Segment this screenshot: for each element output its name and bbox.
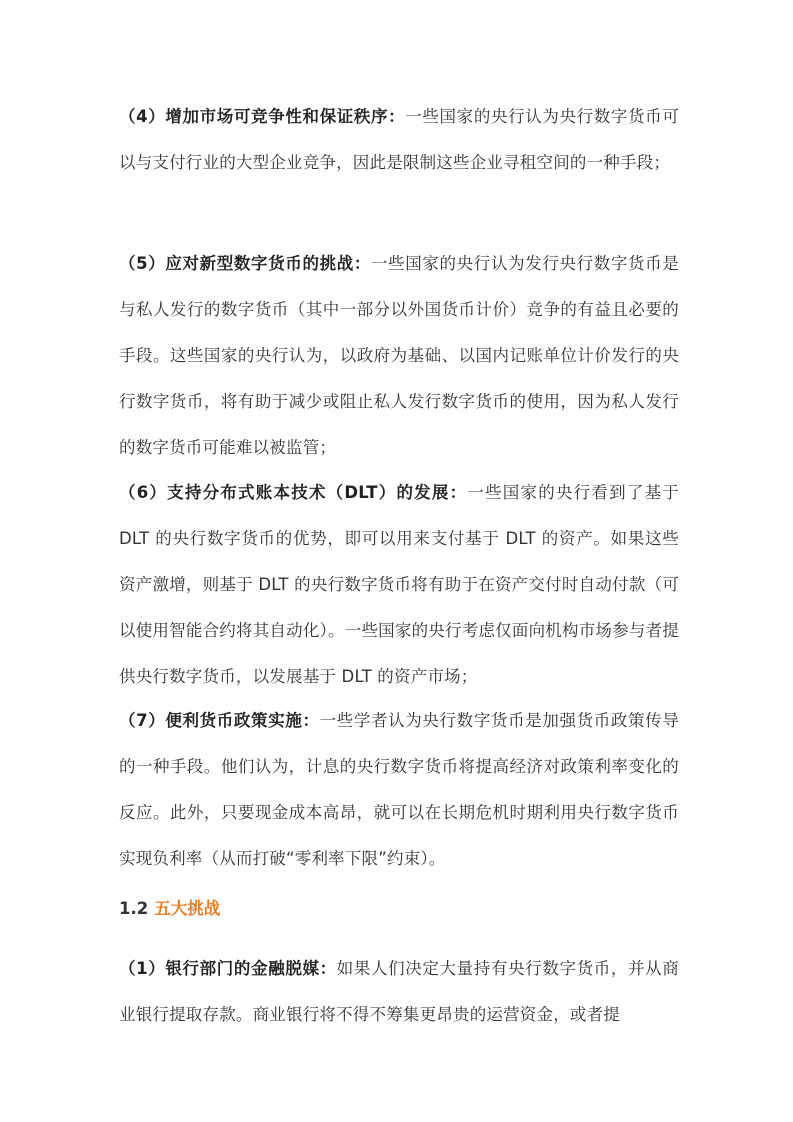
paragraph-lead: （4）增加市场可竞争性和保证秩序：: [119, 107, 406, 126]
section-title: 五大挑战: [154, 899, 221, 918]
paragraph-body: 一些国家的央行看到了基于 DLT 的央行数字货币的优势，即可以用来支付基于 DLT 的资产。如果这些资产激增，则基于 DLT 的央行数字货币将有助于在资产交付时自动付款（可以使用智能合约将其自动化）。一些国家的央行考虑仅面向机构市场参与者提供央行数字货币，以发展基于 DLT 的资产市场；: [119, 483, 679, 686]
section-number: 1.2: [119, 899, 149, 918]
paragraph-lead: （7）便利货币政策实施：: [119, 711, 320, 730]
paragraph-lead: （1）银行部门的金融脱媒：: [119, 959, 337, 978]
paragraph-body: 一些国家的央行认为央行数字货币可以与支付行业的大型企业竞争，因此是限制这些企业寻租空间的一种手段；: [119, 107, 679, 172]
paragraph-lead: （6）支持分布式账本技术（DLT）的发展：: [119, 483, 468, 502]
paragraph-new-digital-currency: [119, 241, 679, 471]
paragraph-body: 一些国家的央行认为发行央行数字货币是与私人发行的数字货币（其中一部分以外国货币计价）竞争的有益且必要的手段。这些国家的央行认为，以政府为基础、以国内记账单位计价发行的央行数字货币，将有助于减少或阻止私人发行数字货币的使用，因为私人发行的数字货币可能难以被监管；: [119, 254, 679, 457]
paragraph-disintermediation: [119, 946, 679, 1038]
paragraph-lead: （5）应对新型数字货币的挑战：: [119, 254, 371, 273]
paragraph-dlt-support: [119, 470, 679, 700]
paragraph-market-competition: [119, 94, 679, 186]
paragraph-body: 一些学者认为央行数字货币是加强货币政策传导的一种手段。他们认为，计息的央行数字货币将提高经济对政策利率变化的反应。此外，只要现金成本高昂，就可以在长期危机时期利用央行数字货币实现负利率（从而打破“零利率下限”约束）。: [119, 711, 680, 868]
paragraph-body: 如果人们决定大量持有央行数字货币，并从商业银行提取存款。商业银行将不得不筹集更昂贵的运营资金，或者提: [119, 959, 679, 1024]
paragraph-monetary-policy: [119, 698, 679, 882]
section-heading: [119, 893, 220, 925]
